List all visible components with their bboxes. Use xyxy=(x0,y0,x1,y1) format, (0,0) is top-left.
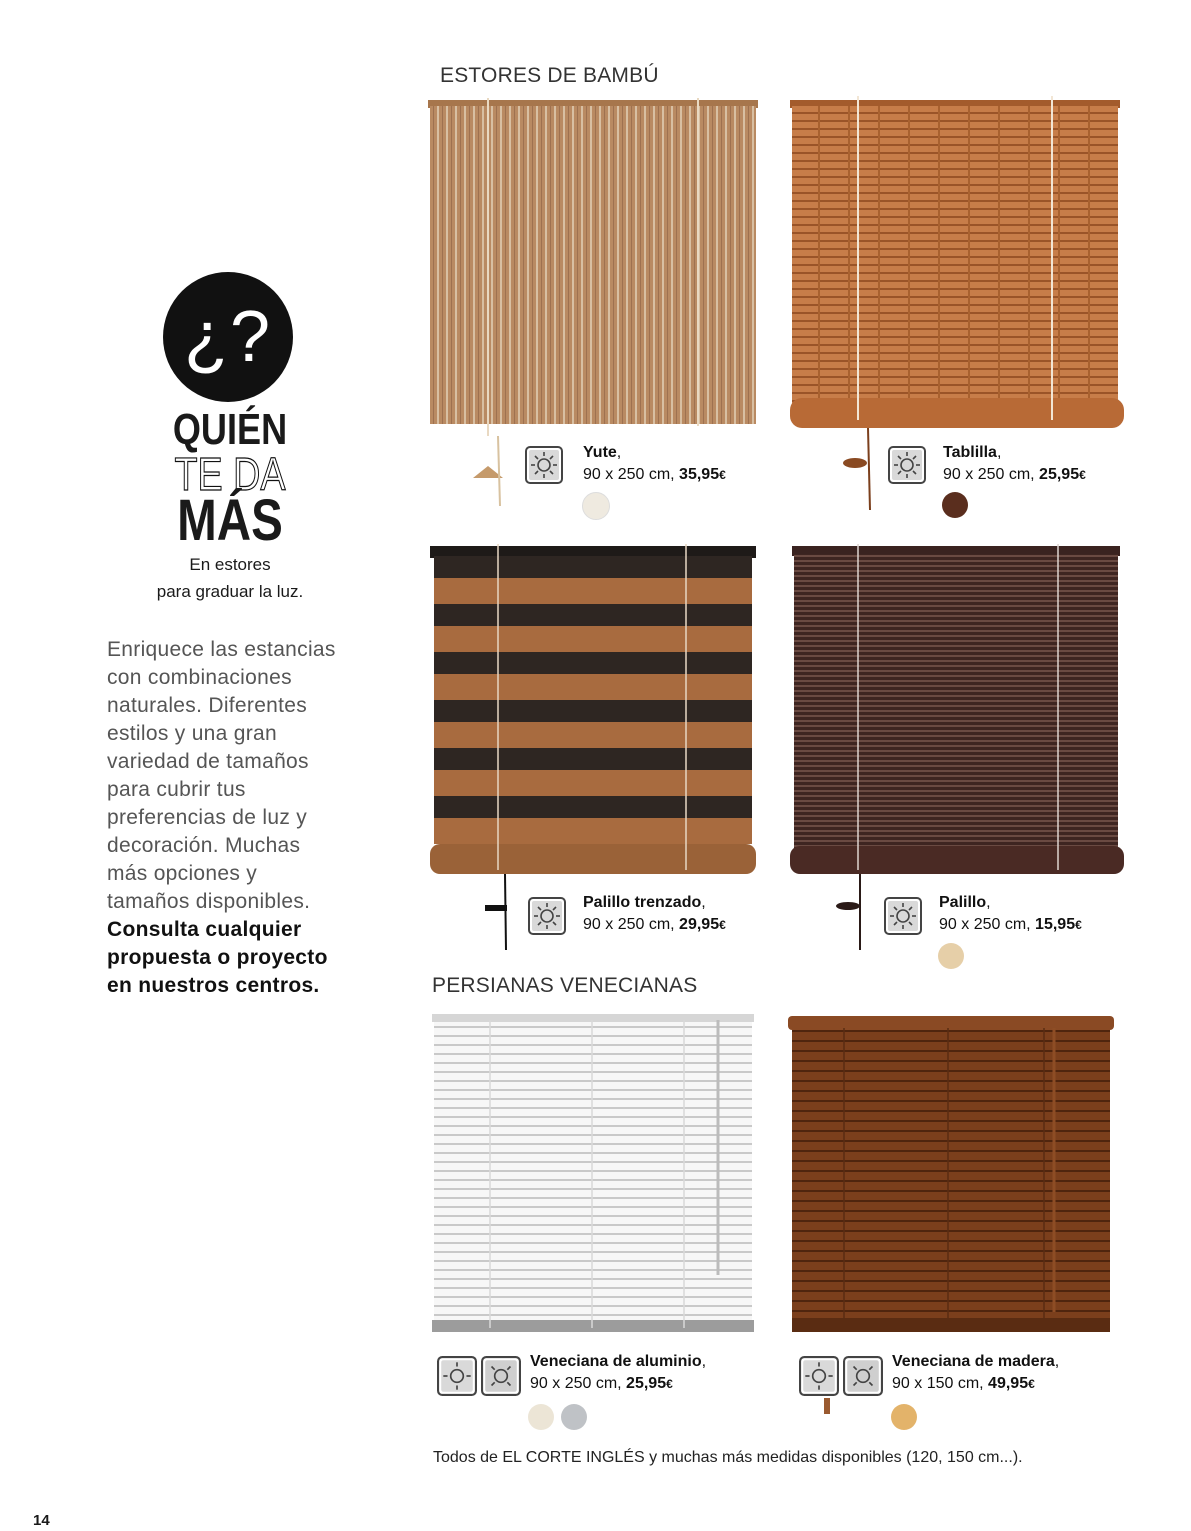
color-swatch[interactable] xyxy=(582,492,610,520)
headline-line-2: TE DA xyxy=(174,448,286,500)
body-line: naturales. Diferentes xyxy=(107,694,308,717)
color-swatch[interactable] xyxy=(938,943,964,969)
headline-line-3: MÁS xyxy=(177,488,283,553)
body-line: con combinaciones xyxy=(107,666,292,689)
body-line: tamaños disponibles. xyxy=(107,890,311,913)
product-spec: 90 x 250 cm, 35,95€ xyxy=(583,466,726,483)
cta-line: propuesta o proyecto xyxy=(107,946,328,969)
sun-filter-icon xyxy=(884,897,922,935)
sun-filter-icon xyxy=(437,1356,477,1396)
promo-call-to-action xyxy=(107,916,387,1000)
product-name: Veneciana de aluminio, xyxy=(530,1353,707,1370)
body-line: decoración. Muchas xyxy=(107,834,301,857)
aluminio-blind-image xyxy=(430,1010,756,1340)
product-name: Veneciana de madera, xyxy=(892,1353,1060,1370)
body-line: estilos y una gran xyxy=(107,722,277,745)
subheadline-1: En estores xyxy=(189,555,271,574)
product-spec: 90 x 250 cm, 25,95€ xyxy=(530,1375,673,1392)
product-spec: 90 x 250 cm, 25,95€ xyxy=(943,466,1086,483)
color-swatch[interactable] xyxy=(942,492,968,518)
page-number: 14 xyxy=(33,1512,50,1529)
product-spec: 90 x 150 cm, 49,95€ xyxy=(892,1375,1035,1392)
product-spec: 90 x 250 cm, 29,95€ xyxy=(583,916,726,933)
promo-body xyxy=(107,636,387,916)
headline-line-1: QUIÉN xyxy=(172,405,288,454)
body-line: para cubrir tus xyxy=(107,778,246,801)
subheadline-2: para graduar la luz. xyxy=(156,582,304,601)
section-title-venetian: PERSIANAS VENECIANAS xyxy=(432,974,698,997)
cta-line: Consulta cualquier xyxy=(107,918,302,941)
sun-block-icon xyxy=(843,1356,883,1396)
badge-text: ¿? xyxy=(183,297,273,377)
sun-filter-icon xyxy=(528,897,566,935)
product-spec: 90 x 250 cm, 15,95€ xyxy=(939,916,1082,933)
cta-line: en nuestros centros. xyxy=(107,974,320,997)
color-swatch[interactable] xyxy=(528,1404,554,1430)
sun-filter-icon xyxy=(888,446,926,484)
color-swatch[interactable] xyxy=(891,1404,917,1430)
body-line: variedad de tamaños xyxy=(107,750,309,773)
product-name: Palillo trenzado, xyxy=(583,894,706,911)
question-badge xyxy=(163,272,293,402)
body-line: preferencias de luz y xyxy=(107,806,308,829)
sun-filter-icon xyxy=(525,446,563,484)
sun-filter-icon xyxy=(799,1356,839,1396)
body-line: Enriquece las estancias xyxy=(107,638,336,661)
product-name: Palillo, xyxy=(939,894,991,911)
section-title-bamboo: ESTORES DE BAMBÚ xyxy=(440,64,659,87)
product-name: Yute, xyxy=(583,444,622,461)
color-swatch[interactable] xyxy=(561,1404,587,1430)
product-name: Tablilla, xyxy=(943,444,1002,461)
footer-note: Todos de EL CORTE INGLÉS y muchas más medidas disponibles (120, 150 cm...). xyxy=(433,1449,1023,1466)
sun-block-icon xyxy=(481,1356,521,1396)
body-line: más opciones y xyxy=(107,862,258,885)
